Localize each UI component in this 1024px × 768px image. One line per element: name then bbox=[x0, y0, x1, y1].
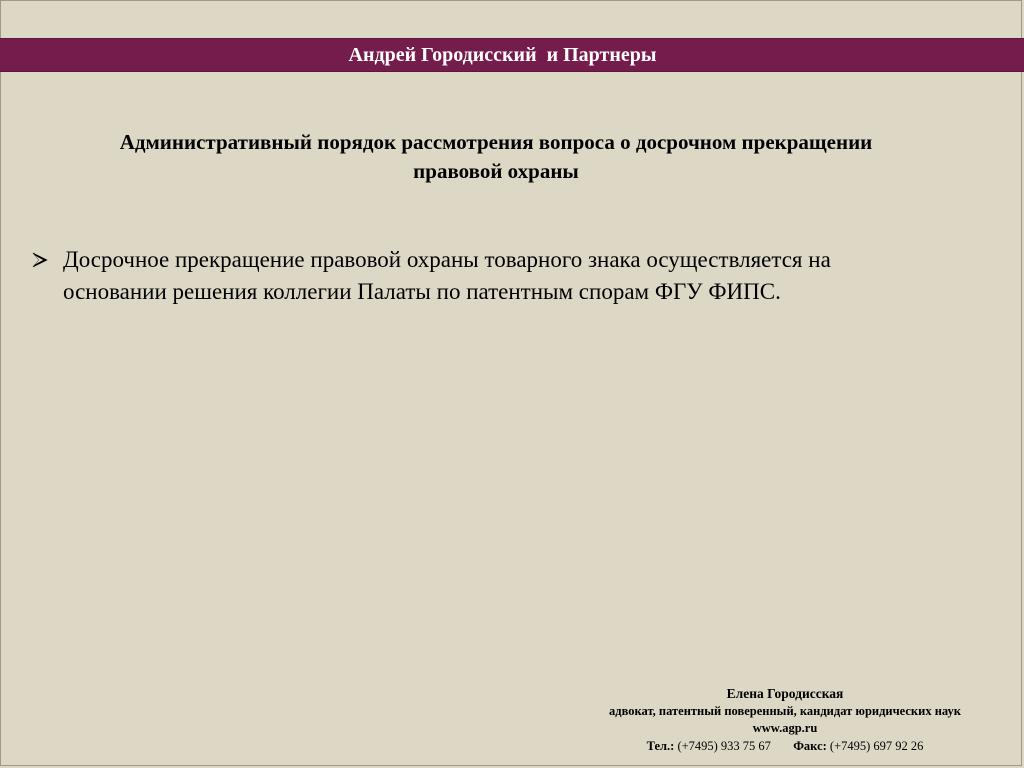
arrow-bullet-icon bbox=[30, 244, 52, 276]
footer-position: адвокат, патентный поверенный, кандидат юридических наук bbox=[609, 703, 961, 718]
bullet-item bbox=[30, 244, 990, 308]
slide-heading-line-2: правовой охраны bbox=[413, 159, 579, 183]
bullet-list bbox=[30, 244, 990, 308]
footer-website-link[interactable]: www.agp.ru bbox=[752, 721, 818, 735]
header-title: Андрей Городисский и Партнеры bbox=[348, 44, 657, 66]
slide-heading bbox=[20, 128, 972, 186]
fax-number: (+7495) 697 92 26 bbox=[829, 738, 924, 753]
phone-label: Тел.: bbox=[646, 738, 675, 753]
footer-contacts bbox=[560, 738, 1010, 756]
header-bar bbox=[0, 38, 1024, 72]
footer-contact-block bbox=[560, 685, 1010, 755]
fax-label: Факс: bbox=[793, 738, 827, 753]
bullet-text-line-2: основании решения коллегии Палаты по патентным спорам ФГУ ФИПС. bbox=[63, 279, 781, 304]
footer-name: Елена Городисская bbox=[726, 686, 844, 701]
phone-number: (+7495) 933 75 67 bbox=[677, 738, 771, 753]
bullet-text-line-1: Досрочное прекращение правовой охраны товарного знака осуществляется на bbox=[63, 247, 831, 272]
slide-heading-line-1: Административный порядок рассмотрения вопроса о досрочном прекращении bbox=[119, 130, 873, 154]
bullet-text bbox=[63, 244, 990, 308]
